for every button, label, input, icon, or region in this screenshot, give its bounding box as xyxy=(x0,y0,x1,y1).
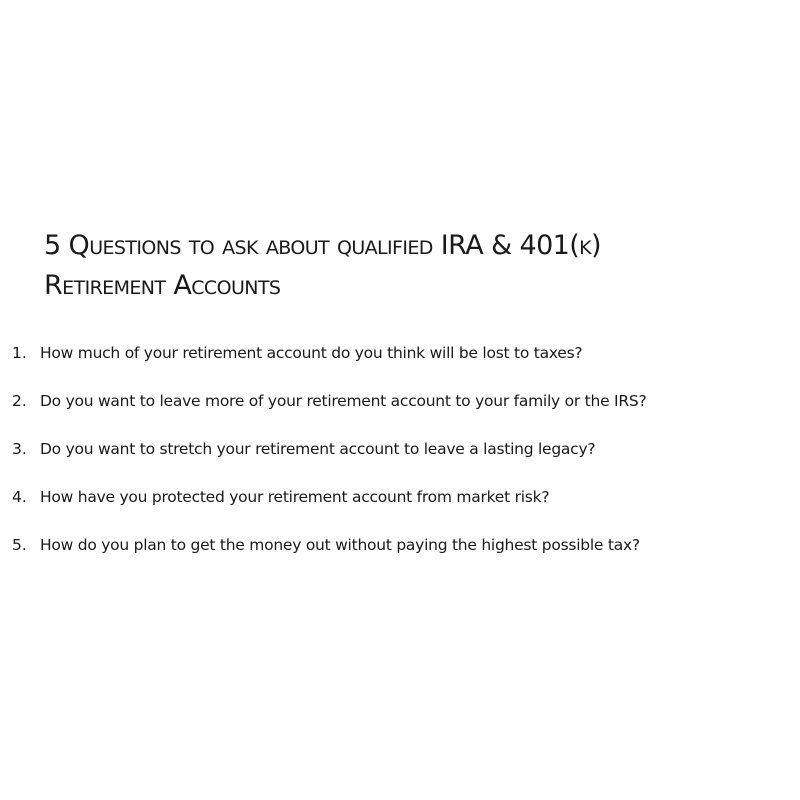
question-item xyxy=(12,334,796,382)
question-number: 4. xyxy=(12,488,27,506)
question-item xyxy=(12,430,796,478)
title-line-2: Retirement Accounts xyxy=(44,270,281,301)
question-number: 3. xyxy=(12,440,27,458)
title-line-1: 5 Questions to ask about qualified IRA & 401(k) xyxy=(44,230,601,261)
question-number: 1. xyxy=(12,344,27,362)
question-item xyxy=(12,526,796,574)
question-item xyxy=(12,382,796,430)
questions-list xyxy=(12,334,796,574)
question-number: 5. xyxy=(12,536,27,554)
question-text: How have you protected your retirement account from market risk? xyxy=(40,488,550,506)
question-text: How much of your retirement account do you think will be lost to taxes? xyxy=(40,344,583,362)
question-text: How do you plan to get the money out without paying the highest possible tax? xyxy=(40,536,640,554)
question-number: 2. xyxy=(12,392,27,410)
document-title xyxy=(44,226,764,306)
question-text: Do you want to leave more of your retirement account to your family or the IRS? xyxy=(40,392,647,410)
question-text: Do you want to stretch your retirement account to leave a lasting legacy? xyxy=(40,440,596,458)
question-item xyxy=(12,478,796,526)
